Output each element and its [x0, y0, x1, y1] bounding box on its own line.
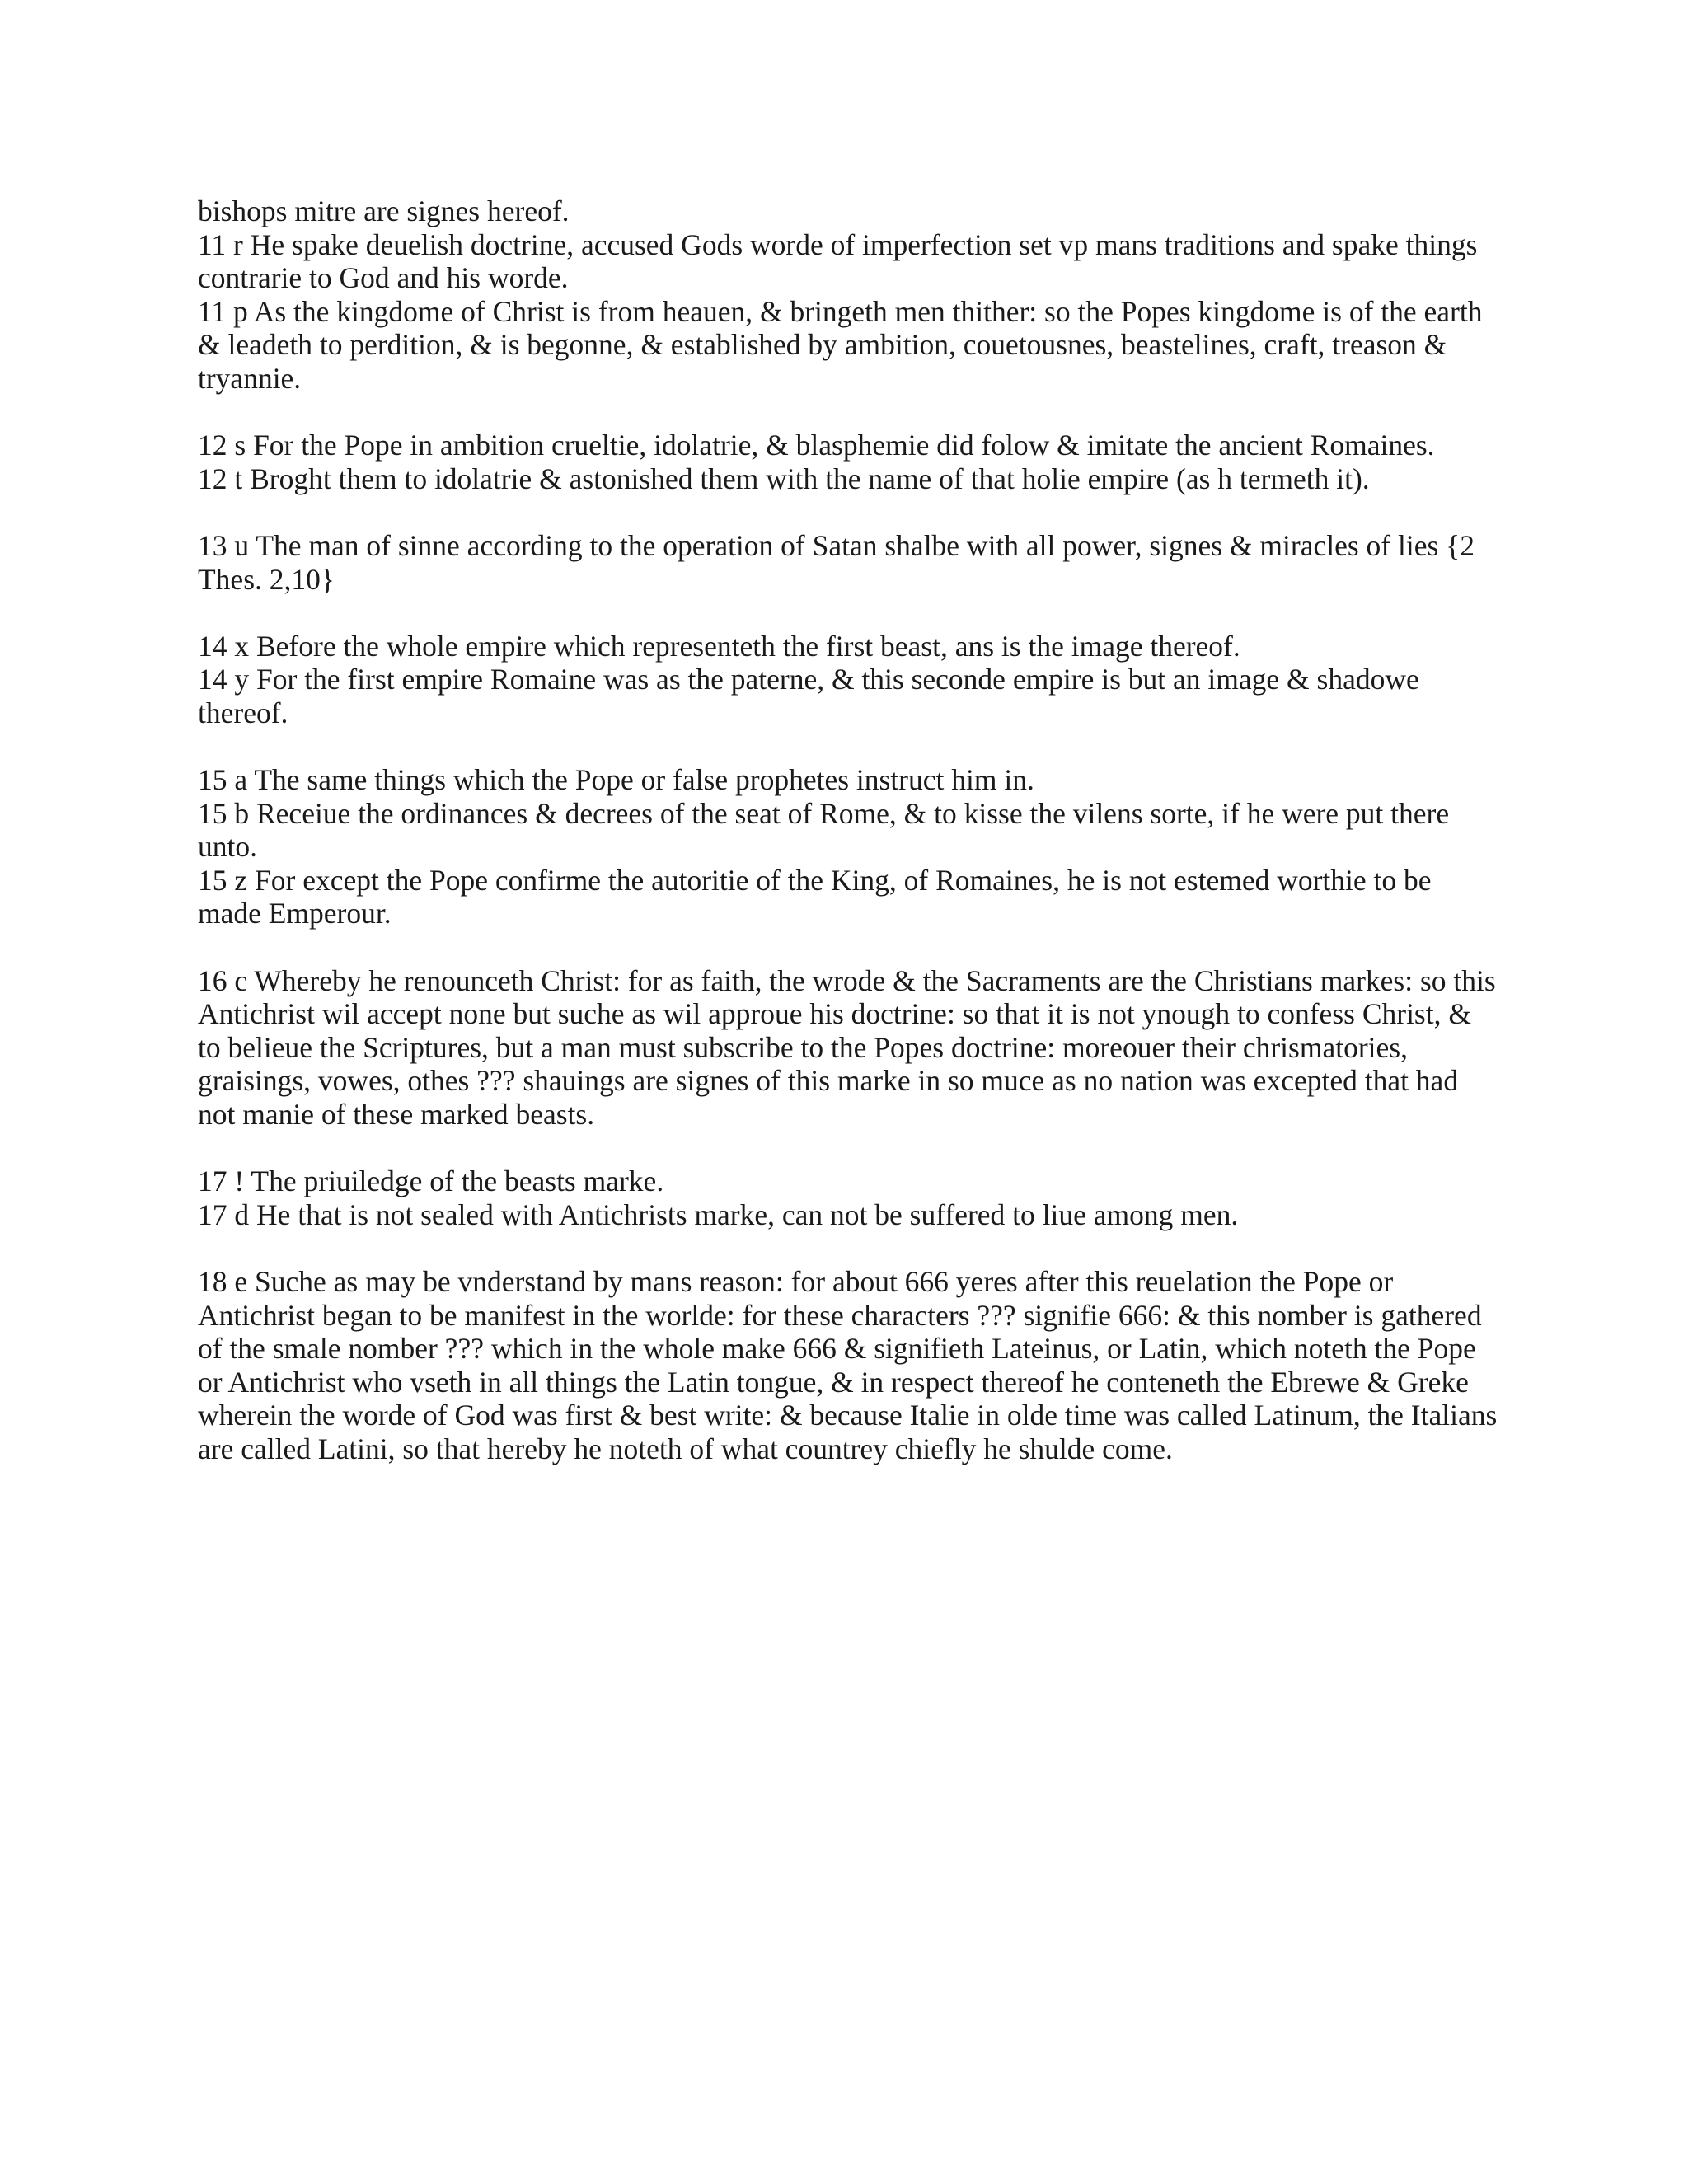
- note-group-12: [198, 429, 1500, 495]
- note-line: 14 y For the first empire Romaine was as the paterne, & this seconde empire is but an image & shadowe thereof.: [198, 663, 1419, 729]
- note-line: 13 u The man of sinne according to the operation of Satan shalbe with all power, signes & miracles of lies {2 Thes. 2,10}: [198, 528, 1475, 596]
- note-group-17: [198, 1165, 1500, 1231]
- note-group-16: [198, 964, 1500, 1132]
- note-group-14: [198, 630, 1500, 730]
- note-group-15: [198, 763, 1500, 930]
- note-line: 11 r He spake deuelish doctrine, accused Gods worde of imperfection set vp mans traditions and spake things contrarie to God and his worde.: [198, 227, 1478, 295]
- note-line: bishops mitre are signes hereof.: [198, 194, 570, 227]
- note-line: 15 b Receiue the ordinances & decrees of the seat of Rome, & to kisse the vilens sorte, if he were put there unto.: [198, 796, 1450, 864]
- document-page: [198, 194, 1500, 1499]
- note-line: 18 e Suche as may be vnderstand by mans reason: for about 666 yeres after this reuelation the Pope or Antichrist began to be manifest in the worlde: for these characters ??? signifie 666: & this nomber is gathered of the smale nomber ??? which in the whole make 666 & signifieth Lateinus, or Latin, which noteth the Pope or Antichrist who vseth in all things the Latin tongue, & in respect thereof he conteneth the Ebrewe & Greke wherein the worde of God was first & best write: & because Italie in olde time was called Latinum, the Italians are called Latini, so that hereby he noteth of what countrey chiefly he shulde come.: [198, 1265, 1498, 1465]
- note-line: 17 ! The priuiledge of the beasts marke.: [198, 1165, 664, 1198]
- note-group-11: [198, 194, 1500, 396]
- note-line: 12 s For the Pope in ambition crueltie, idolatrie, & blasphemie did folow & imitate the ancient Romaines.: [198, 429, 1435, 462]
- note-line: 12 t Broght them to idolatrie & astonished them with the name of that holie empire (as h termeth it).: [198, 462, 1370, 495]
- note-line: 14 x Before the whole empire which representeth the first beast, ans is the image thereof.: [198, 629, 1240, 663]
- note-line: 16 c Whereby he renounceth Christ: for as faith, the wrode & the Sacraments are the Christians markes: so this Antichrist wil accept none but suche as wil approue his doctrine: so that it is not ynough to confess Christ, & to belieue the Scriptures, but a man must subscribe to the Popes doctrine: moreouer their chrismatories, graisings, vowes, othes ??? shauings are signes of this marke in so muce as no nation was excepted that had not manie of these marked beasts.: [198, 963, 1496, 1132]
- note-line: 15 z For except the Pope confirme the autoritie of the King, of Romaines, he is not estemed worthie to be made Emperour.: [198, 863, 1432, 930]
- note-line: 11 p As the kingdome of Christ is from heauen, & bringeth men thither: so the Popes kingdome is of the earth & leadeth to perdition, & is begonne, & established by ambition, couetousnes, beastelines, craft, treason & tryannie.: [198, 294, 1483, 395]
- note-line: 15 a The same things which the Pope or false prophetes instruct him in.: [198, 763, 1034, 797]
- note-line: 17 d He that is not sealed with Antichrists marke, can not be suffered to liue among men.: [198, 1197, 1239, 1231]
- note-group-13: [198, 529, 1500, 596]
- note-group-18: [198, 1265, 1500, 1466]
